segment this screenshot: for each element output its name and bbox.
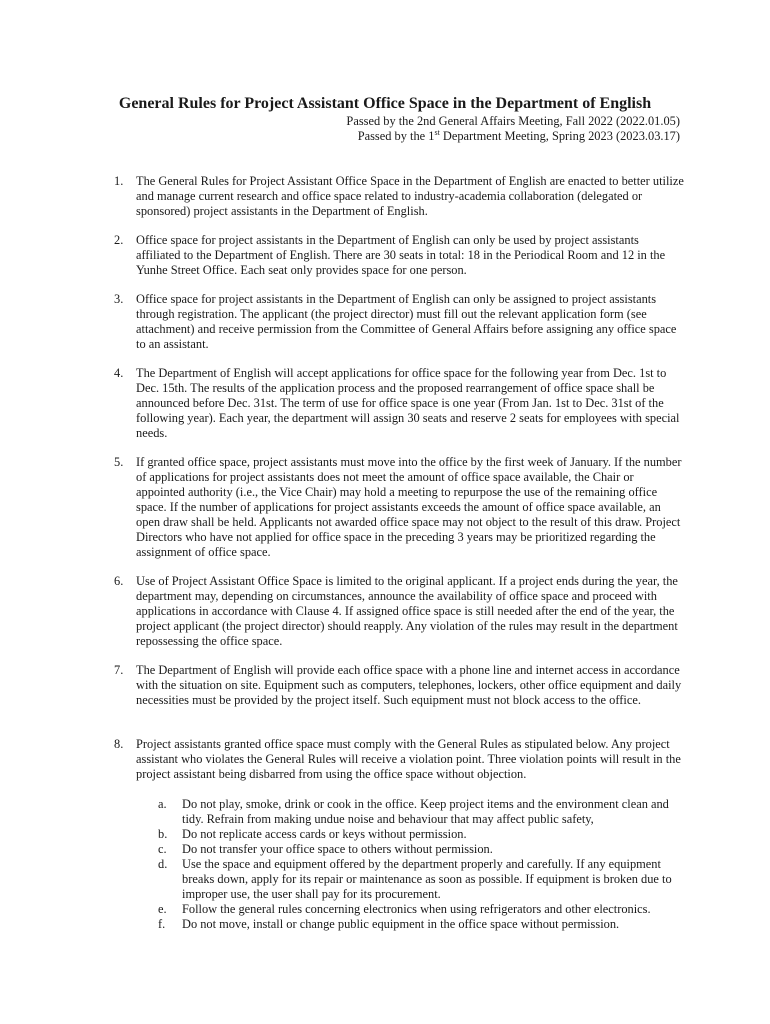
rule-item <box>114 455 684 560</box>
subrule-letter: e. <box>158 902 167 916</box>
rule-number: 7. <box>114 663 124 677</box>
subrule-item <box>158 917 688 932</box>
rule-item <box>114 292 684 352</box>
rule-text: The Department of English will provide each office space with a phone line and internet access in accordance with the situation on site. Equipment such as computers, telephones, lockers, other office equipment and daily necessities must be provided by the project itself. Such equipment must not block access to the office. <box>136 663 682 707</box>
rule-item <box>114 174 684 219</box>
passed-by-block <box>346 114 680 144</box>
rule-text: If granted office space, project assistants must move into the office by the first week of January. If the number of applications for project assistants does not meet the amount of office space available, the Chair or appointed authority (i.e., the Vice Chair) may hold a meeting to repurpose the use of the remaining office space. If the number of applications for project assistants exceeds the amount of office space available, an open draw shall be held. Applicants not awarded office space may not object to the result of this draw. Project Directors who have not applied for office space in the preceding 3 years may be prioritized regarding the assignment of office space. <box>136 455 682 559</box>
subrule-letter: a. <box>158 797 167 811</box>
subrule-item <box>158 797 688 827</box>
passed-by-line-2-prefix: Passed by the 1 <box>357 129 435 143</box>
subrule-letter: f. <box>158 917 166 931</box>
subrule-text: Do not transfer your office space to others without permission. <box>182 842 493 856</box>
subrule-item <box>158 857 688 902</box>
rule-item <box>114 663 684 708</box>
subrule-text: Follow the general rules concerning electronics when using refrigerators and other electronics. <box>182 902 651 916</box>
rule-text: Office space for project assistants in the Department of English can only be assigned to project assistants through registration. The applicant (the project director) must fill out the relevant application form (see attachment) and receive permission from the Committee of General Affairs before assigning any office space to an assistant. <box>136 292 677 351</box>
subrule-letter: c. <box>158 842 167 856</box>
passed-by-line-2 <box>346 129 680 144</box>
subrule-text: Use the space and equipment offered by the department properly and carefully. If any equipment breaks down, apply for its repair or maintenance as soon as possible. If equipment is broken due to improper use, the user shall pay for its procurement. <box>182 857 672 901</box>
rule-number: 8. <box>114 737 124 751</box>
rule-item <box>114 233 684 278</box>
rule-item <box>114 366 684 441</box>
ordinal-superscript: st <box>434 127 440 137</box>
rule-text: Project assistants granted office space must comply with the General Rules as stipulated below. Any project assistant who violates the General Rules will receive a violation point. Three violation points will result in the project assistant being disbarred from using the office space without objection. <box>136 737 681 781</box>
document-title: General Rules for Project Assistant Office Space in the Department of English <box>118 95 652 112</box>
rule-text: Office space for project assistants in the Department of English can only be used by project assistants affiliated to the Department of English. There are 30 seats in total: 18 in the Periodical Room and 12 in the Yunhe Street Office. Each seat only provides space for one person. <box>136 233 666 277</box>
rule-text: The Department of English will accept applications for office space for the following year from Dec. 1st to Dec. 15th. The results of the application process and the proposed rearrangement of office space shall be announced before Dec. 31st. The term of use for office space is one year (From Jan. 1st to Dec. 31st of the following year). Each year, the department will assign 30 seats and reserve 2 seats for employees with special needs. <box>136 366 680 440</box>
rule-number: 4. <box>114 366 124 380</box>
subrules-list <box>158 797 688 932</box>
rule-number: 3. <box>114 292 124 306</box>
passed-by-line-1: Passed by the 2nd General Affairs Meeting, Fall 2022 (2022.01.05) <box>346 114 680 128</box>
rule-item <box>114 737 684 782</box>
rule-number: 5. <box>114 455 124 469</box>
subrule-text: Do not replicate access cards or keys without permission. <box>182 827 467 841</box>
subrule-item <box>158 842 688 857</box>
subrule-item <box>158 902 688 917</box>
subrule-text: Do not play, smoke, drink or cook in the office. Keep project items and the environment clean and tidy. Refrain from making undue noise and behaviour that may affect public safety, <box>182 797 669 826</box>
rule-item <box>114 574 684 649</box>
passed-by-line-2-suffix: Department Meeting, Spring 2023 (2023.03.17) <box>439 129 680 143</box>
subrule-item <box>158 827 688 842</box>
rule-number: 2. <box>114 233 124 247</box>
rule-number: 1. <box>114 174 124 188</box>
subrule-text: Do not move, install or change public equipment in the office space without permission. <box>182 917 620 931</box>
subrule-letter: d. <box>158 857 168 871</box>
subrule-letter: b. <box>158 827 168 841</box>
rule-text: The General Rules for Project Assistant Office Space in the Department of English are enacted to better utilize and manage current research and office space related to industry-academia collaboration (delegated or sponsored) project assistants in the Department of English. <box>136 174 684 218</box>
rule-text: Use of Project Assistant Office Space is limited to the original applicant. If a project ends during the year, the department may, depending on circumstances, announce the availability of office space and proceed with applications in accordance with Clause 4. If assigned office space is still needed after the end of the year, the project applicant (the project director) should reapply. Any violation of the rules may result in the department repossessing the office space. <box>136 574 678 648</box>
rule-number: 6. <box>114 574 124 588</box>
